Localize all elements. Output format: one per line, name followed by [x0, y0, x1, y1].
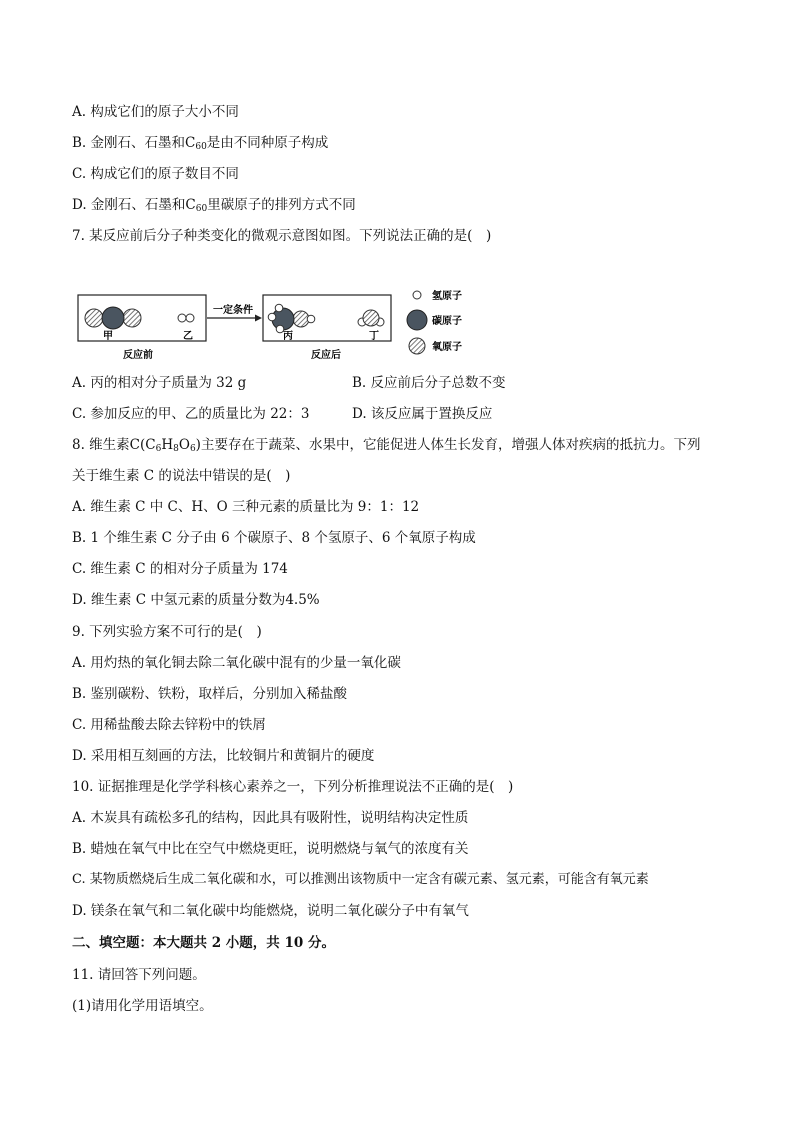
section-heading-mid: 小题，共 — [221, 935, 285, 951]
q8-stem-line2: 关于维生素 C 的说法中错误的是( ) — [72, 468, 291, 484]
q6-option-a: A. 构成它们的原子大小不同 — [72, 104, 239, 120]
legend-oxygen-icon — [409, 338, 425, 354]
subscript: 8 — [173, 444, 179, 454]
subscript: 6 — [189, 444, 196, 454]
formula-part: H — [161, 437, 174, 453]
q7-option-b: B. 反应前后分子总数不变 — [352, 375, 506, 391]
q9-option-b: B. 鉴别碳粉、铁粉，取样后，分别加入稀盐酸 — [72, 686, 348, 702]
q9-option-d: D. 采用相互刻画的方法，比较铜片和黄铜片的硬度 — [72, 748, 375, 764]
reactant-b-label: 乙 — [183, 331, 193, 342]
hydrogen-atom-icon — [268, 313, 276, 321]
q10-option-d: D. 镁条在氧气和二氧化碳中均能燃烧，说明二氧化碳分子中有氧气 — [72, 903, 469, 919]
q7-option-a: A. 丙的相对分子质量为 32 g — [72, 375, 247, 391]
question-count: 2 — [211, 935, 222, 951]
q6-option-b-text-end: 是由不同种原子构成 — [206, 135, 329, 151]
reaction-diagram — [76, 284, 476, 366]
oxygen-atom-icon — [85, 309, 103, 327]
legend-carbon-label: 碳原子 — [432, 316, 462, 327]
arrow-head-icon — [255, 315, 262, 322]
q6-option-d — [72, 196, 356, 218]
q7-stem: 7. 某反应前后分子种类变化的微观示意图如图。下列说法正确的是( ) — [72, 228, 492, 244]
legend-hydrogen-icon — [413, 291, 421, 299]
q11-sub1: (1)请用化学用语填空。 — [72, 998, 213, 1014]
product-b-label: 丁 — [369, 331, 379, 342]
q6-option-b-text: B. 金刚石、石墨和C — [72, 135, 196, 151]
q6-option-d-text-end: 里碳原子的排列方式不同 — [207, 197, 356, 213]
section-heading-text: 二、填空题：本大题共 — [72, 935, 212, 951]
hydrogen-atom-icon — [186, 314, 194, 322]
arrow-condition-label: 一定条件 — [213, 305, 253, 316]
hydrogen-atom-icon — [307, 315, 315, 323]
hydrogen-atom-icon — [178, 314, 186, 322]
q10-option-c: C. 某物质燃烧后生成二氧化碳和水，可以推测出该物质中一定含有碳元素、氢元素，可能含有氧元素 — [72, 872, 649, 887]
q8-option-d: D. 维生素 C 中氢元素的质量分数为4.5% — [72, 592, 320, 608]
q10-stem: 10. 证据推理是化学学科核心素养之一，下列分析推理说法不正确的是( ) — [72, 779, 514, 795]
section-heading — [72, 934, 335, 952]
q10-option-b: B. 蜡烛在氧气中比在空气中燃烧更旺，说明燃烧与氧气的浓度有关 — [72, 841, 469, 857]
oxygen-atom-icon — [293, 311, 309, 327]
q8-option-c: C. 维生素 C 的相对分子质量为 174 — [72, 561, 288, 577]
oxygen-atom-icon — [123, 309, 141, 327]
subscript: 60 — [195, 204, 208, 214]
after-caption: 反应后 — [311, 350, 341, 361]
q9-option-c: C. 用稀盐酸去除去锌粉中的铁屑 — [72, 717, 266, 733]
q8-option-b: B. 1 个维生素 C 分子由 6 个碳原子、8 个氢原子、6 个氧原子构成 — [72, 530, 476, 546]
q9-stem: 9. 下列实验方案不可行的是( ) — [72, 624, 262, 640]
q8-stem-text-end: )主要存在于蔬菜、水果中，它能促进人体生长发育，增强人体对疾病的抵抗力。下列 — [195, 437, 701, 453]
legend-oxygen-label: 氧原子 — [432, 342, 462, 353]
carbon-atom-icon — [102, 307, 124, 329]
legend-hydrogen-label: 氢原子 — [432, 291, 462, 302]
q11-stem: 11. 请回答下列问题。 — [72, 967, 206, 983]
q10-option-a: A. 木炭具有疏松多孔的结构，因此具有吸附性，说明结构决定性质 — [72, 810, 469, 826]
q7-option-d: D. 该反应属于置换反应 — [352, 406, 493, 422]
q9-option-a: A. 用灼热的氧化铜去除二氧化碳中混有的少量一氧化碳 — [72, 655, 401, 671]
score-total: 10 — [284, 935, 304, 951]
q8-stem-line1 — [72, 436, 700, 458]
reactant-a-label: 甲 — [103, 331, 113, 342]
before-caption: 反应前 — [123, 350, 153, 361]
q7-option-c: C. 参加反应的甲、乙的质量比为 22：3 — [72, 406, 310, 422]
subscript: 60 — [195, 142, 207, 152]
q8-option-a: A. 维生素 C 中 C、H、O 三种元素的质量比为 9：1：12 — [72, 499, 420, 515]
subscript: 6 — [155, 444, 162, 454]
formula-part: O — [178, 437, 190, 453]
legend-carbon-icon — [407, 310, 427, 330]
product-a-label: 丙 — [283, 331, 293, 342]
q8-stem-text: 8. 维生素C(C — [72, 437, 156, 453]
q6-option-b — [72, 134, 328, 156]
hydrogen-atom-icon — [275, 304, 283, 312]
section-heading-end: 分。 — [303, 935, 336, 951]
q6-option-d-text: D. 金刚石、石墨和C — [72, 197, 196, 213]
oxygen-atom-icon — [363, 310, 379, 326]
q6-option-c: C. 构成它们的原子数目不同 — [72, 166, 239, 182]
